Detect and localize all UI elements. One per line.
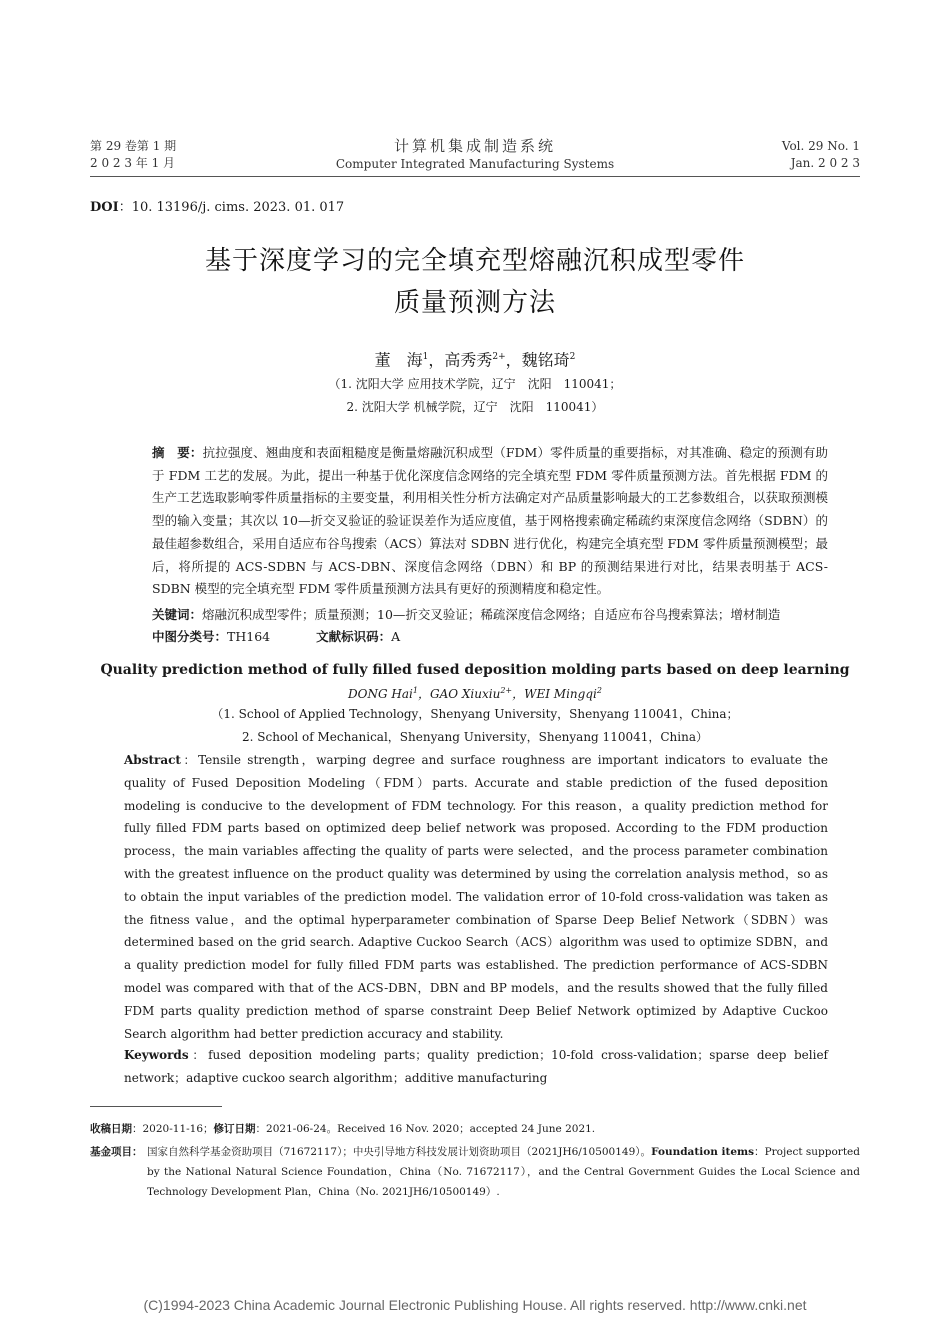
title-zh-line1: 基于深度学习的完全填充型熔融沉积成型零件	[204, 246, 745, 276]
keywords-en-label: Keywords	[124, 1048, 189, 1062]
author-en-2: GAO Xiuxiu	[429, 687, 501, 701]
doi-label: DOI	[90, 200, 119, 215]
fund-zh: 国家自然科学基金资助项目（71672117）；中央引导地方科技发展计划资助项目（2021JH6/10500149）。	[147, 1146, 652, 1158]
page-title	[90, 240, 860, 324]
title-zh-line2: 质量预测方法	[393, 288, 556, 318]
fund-en-label: Foundation items	[651, 1146, 755, 1158]
issue-info	[90, 138, 176, 172]
author-sep: ，	[505, 350, 522, 370]
footnote-rule	[90, 1106, 222, 1107]
issue-volume-en: Vol. 29 No. 1	[781, 139, 860, 153]
revised-value: ：2021-06-24。Received 16 Nov. 2020；accepted 24 June 2021.	[255, 1123, 596, 1135]
funding	[90, 1142, 860, 1202]
affiliation-en-2: 2. School of Mechanical，Shenyang University，Shenyang 110041，China）	[242, 730, 708, 744]
affiliation-en-1: （1. School of Applied Technology，Shenyang University，Shenyang 110041，China；	[211, 707, 739, 721]
doi-value: ：10. 13196/j. cims. 2023. 01. 017	[118, 200, 345, 215]
clc-value: TH164	[227, 629, 271, 644]
affiliations-zh	[90, 373, 860, 419]
keywords-en-text: ：fused deposition modeling parts；quality prediction；10-fold cross-validation；sparse deep belief network；adaptive cuckoo search algorithm；additive manufacturing	[124, 1048, 828, 1085]
author-en-1: DONG Hai	[348, 687, 413, 701]
journal-name	[290, 136, 660, 173]
issue-date: 2 0 2 3 年 1 月	[90, 156, 176, 170]
keywords-zh-label: 关键词：	[152, 607, 203, 622]
author-1-affil: 1	[422, 352, 429, 362]
abstract-en-label: Abstract	[124, 753, 181, 767]
issue-volume: 第 29 卷第 1 期	[90, 139, 177, 153]
author-en-3: WEI Mingqi	[524, 687, 597, 701]
header-rule	[90, 176, 860, 177]
authors-en	[90, 682, 860, 703]
author-sep: ，	[428, 350, 445, 370]
author-sep: ，	[512, 687, 525, 701]
received-value: ：2020-11-16；	[132, 1123, 214, 1135]
journal-name-en: Computer Integrated Manufacturing Systems	[335, 157, 615, 171]
authors-zh	[90, 346, 860, 371]
revised-label: 修订日期	[213, 1123, 256, 1135]
doi	[90, 196, 344, 215]
affiliation-zh-2: 2. 沈阳大学 机械学院，辽宁 沈阳 110041）	[346, 400, 604, 414]
fund-label: 基金项目：	[90, 1146, 143, 1158]
author-2-affil: 2+	[492, 352, 506, 362]
author-3-affil: 2	[569, 352, 576, 362]
abstract-zh-text: 抗拉强度、翘曲度和表面粗糙度是衡量熔融沉积成型（FDM）零件质量的重要指标，对其准确、稳定的预测有助于 FDM 工艺的发展。为此，提出一种基于优化深度信念网络的完全填充型 FDM 零件质量预测方法。首先根据 FDM 的生产工艺选取影响零件质量指标的主要变量，利用相关性分析方法确定对产品质量影响最大的工艺参数组合，以获取预测模型的输入变量；其次以 10—折交叉验证的验证误差作为适应度值，基于网格搜索确定稀疏约束深度信念网络（SDBN）的最佳超参数组合，采用自适应布谷鸟搜索（ACS）算法对 SDBN 进行优化，构建完全填充型 FDM 零件质量预测模型；最后，将所提的 ACS-SDBN 与 ACS-DBN、深度信念网络（DBN）和 BP 的预测结果进行对比，结果表明基于 ACS-SDBN 模型的完全填充型 FDM 零件质量预测方法具有更好的预测精度和稳定性。	[152, 445, 828, 597]
abstract-zh-label: 摘 要：	[152, 445, 203, 460]
author-sep: ，	[417, 687, 430, 701]
affiliation-zh-1: （1. 沈阳大学 应用技术学院，辽宁 沈阳 110041；	[328, 377, 622, 391]
affiliations-en	[90, 703, 860, 749]
abstract-en	[124, 749, 828, 1045]
author-1: 董 海	[374, 350, 423, 370]
keywords-en	[124, 1044, 828, 1090]
author-en-1-affil: 1	[412, 686, 418, 695]
fund-text	[147, 1142, 860, 1202]
doc-code-value: A	[391, 629, 401, 644]
received-dates	[90, 1122, 595, 1137]
keywords-zh-text: 熔融沉积成型零件；质量预测；10—折交叉验证；稀疏深度信念网络；自适应布谷鸟搜索算法；增材制造	[202, 607, 781, 622]
issue-info-en	[782, 138, 860, 172]
received-label: 收稿日期	[90, 1123, 132, 1135]
issue-date-en: Jan. 2 0 2 3	[790, 156, 860, 170]
clc-label: 中图分类号：	[152, 629, 228, 644]
abstract-zh	[152, 442, 828, 601]
title-en: Quality prediction method of fully filled fused deposition molding parts based on deep learning	[100, 662, 850, 678]
abstract-en-text: ：Tensile strength，warping degree and surface roughness are important indicators to evaluate the quality of Fused Deposition Modeling（FDM）parts. Accurate and stable prediction of the fused deposition modeling is conducive to the development of FDM technology. For this reason，a quality prediction method for fully filled FDM parts based on optimized deep belief network was proposed. According to the FDM production process，the main variables affecting the quality of parts were selected，and the process parameter combination with the greatest influence on the product quality was determined by using the correlation analysis method，so as to obtain the input variables of the prediction model. The validation error of 10-fold cross-validation was taken as the fitness value，and the optimal hyperparameter combination of Sparse Deep Belief Network（SDBN）was determined based on the grid search. Adaptive Cuckoo Search（ACS）algorithm was used to optimize SDBN，and a quality prediction model for fully filled FDM parts was established. The prediction performance of ACS-SDBN model was compared with that of the ACS-DBN，DBN and BP models，and the results showed that the fully filled FDM parts quality prediction method of sparse constraint Deep Belief Network optimized by Adaptive Cuckoo Search algorithm had better prediction accuracy and stability.	[124, 753, 828, 1041]
author-en-3-affil: 2	[596, 686, 602, 695]
doc-code-label: 文献标识码：	[316, 629, 392, 644]
author-2: 高秀秀	[444, 350, 493, 370]
copyright-notice: (C)1994-2023 China Academic Journal Electronic Publishing House. All rights reserved. http://www.cnki.net	[143, 1297, 807, 1313]
journal-name-zh: 计算机集成制造系统	[393, 137, 556, 155]
keywords-zh	[152, 604, 828, 626]
author-3: 魏铭琦	[521, 350, 570, 370]
classification	[152, 626, 828, 648]
author-en-2-affil: 2+	[500, 686, 513, 695]
fund-en: ：Project supported by the National Natural Science Foundation，China（No. 71672117），and the Central Government Guides the Local Science and Technology Development Plan，China（No. 2021JH6/10500149）.	[147, 1146, 860, 1198]
